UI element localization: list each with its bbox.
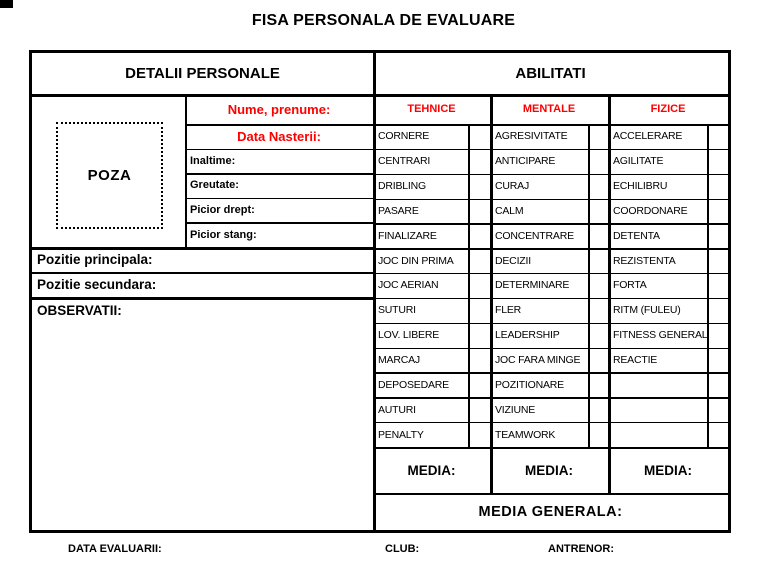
ability-label: LEADERSHIP — [495, 329, 560, 342]
ability-score-cell[interactable] — [468, 149, 490, 174]
divider — [185, 222, 373, 224]
media-cell-tehnice[interactable] — [373, 447, 490, 493]
page-title: FISA PERSONALA DE EVALUARE — [251, 12, 516, 29]
ability-label: AGRESIVITATE — [495, 130, 568, 143]
ability-score-cell[interactable] — [468, 248, 490, 273]
ability-row — [373, 174, 490, 199]
ability-label: ACCELERARE — [613, 130, 683, 143]
ability-score-cell[interactable] — [468, 273, 490, 298]
observations-label: OBSERVATII: — [37, 303, 122, 318]
ability-label: AUTURI — [378, 403, 416, 416]
ability-score-cell[interactable] — [707, 422, 728, 447]
ability-row — [373, 422, 490, 447]
divider — [373, 223, 728, 224]
ability-label: JOC AERIAN — [378, 279, 439, 292]
ability-row — [608, 273, 728, 298]
ability-score-cell[interactable] — [588, 372, 608, 397]
ability-label: PASARE — [378, 204, 419, 217]
ability-row — [490, 174, 608, 199]
ability-score-cell[interactable] — [588, 124, 608, 149]
ability-score-cell[interactable] — [707, 199, 728, 224]
coach-label: ANTRENOR: — [548, 543, 614, 555]
evaluation-date-label: DATA EVALUARII: — [68, 543, 162, 555]
ability-score-cell[interactable] — [707, 372, 728, 397]
divider — [185, 149, 373, 151]
ability-row — [608, 323, 728, 348]
ability-row — [608, 248, 728, 273]
media-generala-label: MEDIA GENERALA: — [478, 503, 623, 520]
ability-label: SUTURI — [378, 304, 416, 317]
ability-label: DETENTA — [613, 229, 660, 242]
divider — [373, 298, 728, 299]
ability-row — [608, 397, 728, 422]
ability-row — [490, 298, 608, 323]
ability-row — [373, 397, 490, 422]
ability-label — [608, 397, 707, 422]
divider — [32, 297, 373, 300]
ability-label: CENTRARI — [378, 155, 431, 168]
media-label-mentale: MEDIA: — [525, 462, 573, 478]
field-right-foot-label: Picior drept: — [190, 204, 255, 217]
divider — [490, 94, 493, 493]
ability-score-cell[interactable] — [468, 372, 490, 397]
ability-label: PENALTY — [378, 428, 424, 441]
media-cell-fizice[interactable] — [608, 447, 728, 493]
ability-score-cell[interactable] — [588, 149, 608, 174]
ability-row — [373, 124, 490, 149]
ability-row — [608, 422, 728, 447]
media-label-tehnice: MEDIA: — [407, 462, 456, 478]
ability-score-cell[interactable] — [707, 397, 728, 422]
ability-row — [490, 323, 608, 348]
ability-row — [373, 372, 490, 397]
field-secondary-position[interactable] — [37, 272, 373, 297]
divider — [608, 94, 611, 493]
ability-label: DECIZII — [495, 254, 531, 267]
divider — [373, 447, 728, 449]
ability-row — [608, 298, 728, 323]
ability-label: AGILITATE — [613, 155, 664, 168]
ability-label: FINALIZARE — [378, 229, 437, 242]
divider — [373, 248, 728, 249]
column-header-tehnice: TEHNICE — [407, 103, 456, 115]
divider — [373, 174, 728, 175]
ability-row — [373, 298, 490, 323]
ability-score-cell[interactable] — [588, 348, 608, 373]
field-weight[interactable] — [185, 173, 373, 198]
ability-score-cell[interactable] — [468, 174, 490, 199]
divider — [32, 94, 728, 97]
field-left-foot-label: Picior stang: — [190, 228, 257, 241]
secondary-position-label: Pozitie secundara: — [37, 277, 157, 292]
ability-score-cell[interactable] — [468, 223, 490, 248]
ability-row — [373, 223, 490, 248]
ability-row — [608, 124, 728, 149]
ability-label: FORTA — [613, 279, 647, 292]
ability-score-cell[interactable] — [588, 273, 608, 298]
ability-row — [490, 124, 608, 149]
ability-score-cell[interactable] — [468, 298, 490, 323]
ability-row — [490, 248, 608, 273]
field-height[interactable] — [185, 149, 373, 174]
ability-score-cell[interactable] — [707, 348, 728, 373]
ability-score-cell[interactable] — [707, 124, 728, 149]
ability-score-cell[interactable] — [588, 422, 608, 447]
primary-position-label: Pozitie principala: — [37, 252, 153, 267]
field-birthdate[interactable] — [185, 124, 373, 149]
ability-score-cell[interactable] — [588, 298, 608, 323]
ability-row — [608, 223, 728, 248]
media-label-fizice: MEDIA: — [644, 462, 692, 478]
ability-row — [490, 422, 608, 447]
ability-score-cell[interactable] — [707, 248, 728, 273]
divider — [185, 94, 187, 247]
ability-row — [490, 223, 608, 248]
ability-label: ANTICIPARE — [495, 155, 556, 168]
ability-score-cell[interactable] — [468, 422, 490, 447]
ability-label: REACTIE — [613, 354, 658, 367]
media-generala-cell[interactable] — [373, 493, 728, 530]
ability-label: ECHILIBRU — [613, 180, 668, 193]
column-header-mentale: MENTALE — [522, 103, 576, 115]
ability-label: JOC FARA MINGE — [495, 354, 581, 367]
field-birthdate-label: Data Nasterii: — [237, 128, 321, 144]
ability-row — [608, 199, 728, 224]
divider — [32, 247, 373, 250]
divider — [373, 149, 728, 150]
ability-label: CURAJ — [495, 180, 530, 193]
ability-row — [608, 174, 728, 199]
ability-label: FITNESS GENERAL — [613, 329, 708, 342]
club-label: CLUB: — [385, 543, 420, 555]
ability-row — [373, 149, 490, 174]
ability-row — [490, 149, 608, 174]
field-name[interactable] — [185, 94, 373, 124]
ability-score-cell[interactable] — [707, 273, 728, 298]
ability-score-cell[interactable] — [707, 323, 728, 348]
media-cell-mentale[interactable] — [490, 447, 608, 493]
ability-row — [373, 248, 490, 273]
divider — [373, 397, 728, 398]
ability-label: JOC DIN PRIMA — [378, 254, 454, 267]
ability-score-cell[interactable] — [588, 397, 608, 422]
ability-score-cell[interactable] — [468, 323, 490, 348]
ability-row — [373, 323, 490, 348]
ability-score-cell[interactable] — [707, 223, 728, 248]
ability-row — [490, 348, 608, 373]
ability-label: REZISTENTA — [613, 254, 676, 267]
ability-label: DETERMINARE — [495, 279, 570, 292]
divider — [373, 323, 728, 324]
field-weight-label: Greutate: — [190, 179, 239, 192]
divider — [185, 198, 373, 200]
photo-label: POZA — [87, 167, 132, 184]
ability-label: CONCENTRARE — [495, 229, 574, 242]
ability-score-cell[interactable] — [468, 199, 490, 224]
divider — [373, 199, 728, 200]
divider — [373, 422, 728, 423]
ability-score-cell[interactable] — [588, 223, 608, 248]
personal-details-header: DETALII PERSONALE — [125, 65, 280, 82]
ability-score-cell[interactable] — [468, 397, 490, 422]
ability-score-cell[interactable] — [468, 348, 490, 373]
ability-label: TEAMWORK — [495, 428, 556, 441]
ability-score-cell[interactable] — [588, 248, 608, 273]
field-height-label: Inaltime: — [190, 154, 236, 167]
field-left-foot[interactable] — [185, 222, 373, 247]
abilities-header: ABILITATI — [515, 65, 586, 82]
ability-score-cell[interactable] — [707, 174, 728, 199]
ability-row — [490, 273, 608, 298]
ability-row — [608, 348, 728, 373]
ability-row — [490, 397, 608, 422]
corner-mark — [0, 0, 13, 8]
column-header-fizice: FIZICE — [650, 103, 686, 115]
personal-fields — [185, 94, 373, 247]
ability-label: VIZIUNE — [495, 403, 536, 416]
ability-row — [373, 199, 490, 224]
ability-row — [373, 273, 490, 298]
field-primary-position[interactable] — [37, 247, 373, 272]
divider — [373, 372, 728, 373]
divider — [373, 53, 376, 530]
ability-label: CALM — [495, 204, 524, 217]
divider — [373, 273, 728, 274]
ability-score-cell[interactable] — [588, 174, 608, 199]
ability-label: LOV. LIBERE — [378, 329, 440, 342]
ability-score-cell[interactable] — [707, 298, 728, 323]
observations-area[interactable] — [37, 297, 373, 536]
ability-score-cell[interactable] — [707, 149, 728, 174]
ability-score-cell[interactable] — [468, 124, 490, 149]
ability-label: DEPOSEDARE — [378, 378, 449, 391]
ability-label: RITM (FULEU) — [613, 304, 681, 317]
ability-label: CORNERE — [378, 130, 430, 143]
ability-label — [608, 372, 707, 397]
ability-label: COORDONARE — [613, 204, 688, 217]
divider — [373, 348, 728, 349]
evaluation-sheet — [29, 50, 731, 533]
ability-row — [608, 372, 728, 397]
ability-score-cell[interactable] — [588, 199, 608, 224]
divider — [185, 124, 728, 126]
photo-placeholder[interactable] — [56, 122, 163, 229]
field-right-foot[interactable] — [185, 198, 373, 223]
divider — [185, 173, 373, 175]
divider — [32, 272, 373, 274]
ability-row — [373, 348, 490, 373]
divider — [373, 493, 728, 495]
ability-label — [608, 422, 707, 447]
ability-label: MARCAJ — [378, 354, 420, 367]
ability-label: FLER — [495, 304, 522, 317]
ability-row — [608, 149, 728, 174]
ability-score-cell[interactable] — [588, 323, 608, 348]
ability-label: POZITIONARE — [495, 378, 564, 391]
ability-label: DRIBLING — [378, 180, 426, 193]
field-name-label: Nume, prenume: — [227, 101, 331, 117]
ability-row — [490, 199, 608, 224]
ability-row — [490, 372, 608, 397]
